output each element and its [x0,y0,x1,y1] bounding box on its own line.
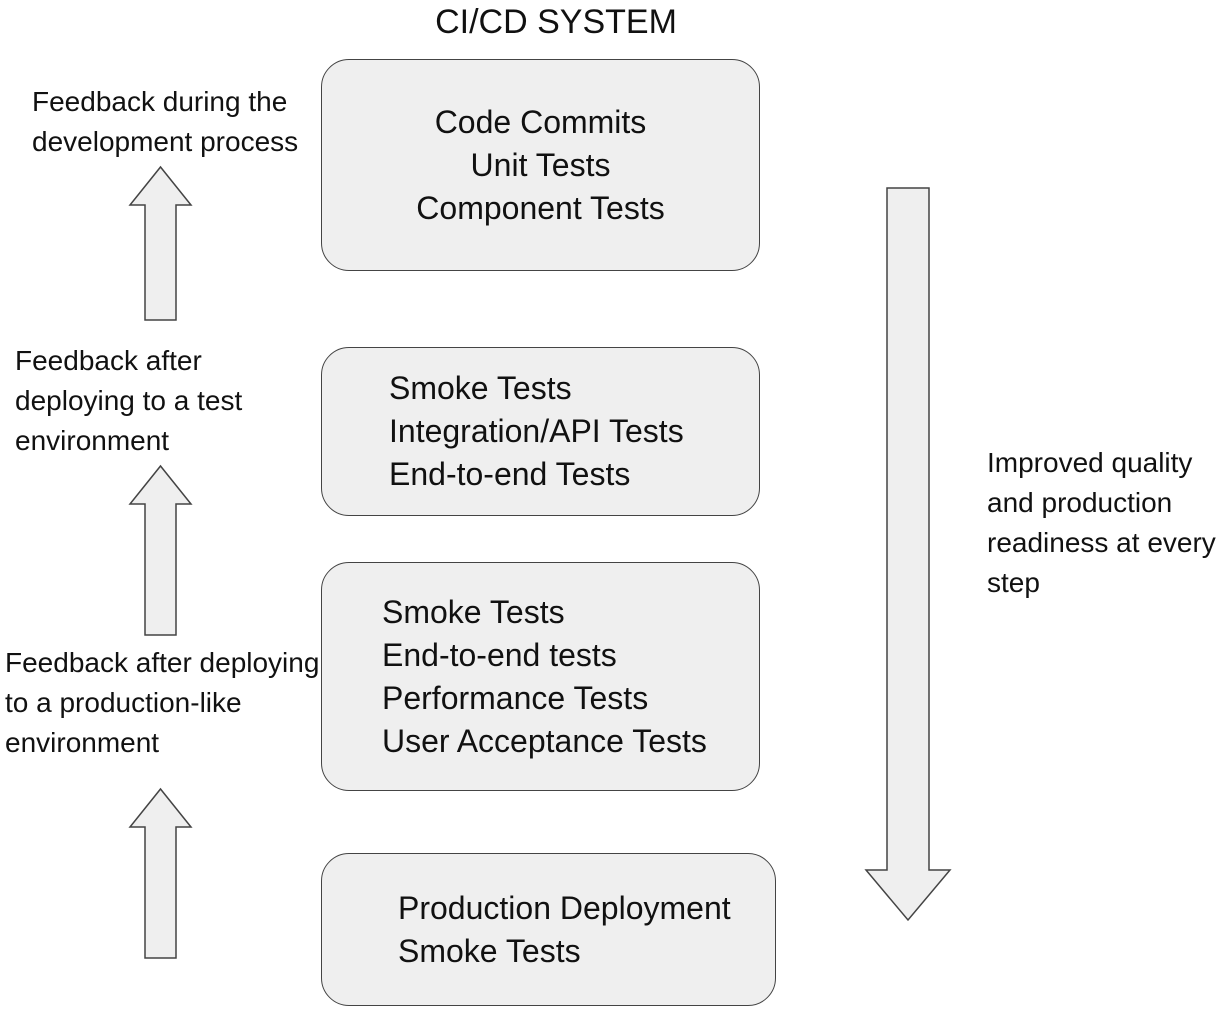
quality-note [987,443,1216,603]
feedback-line: Feedback after deploying [5,647,320,678]
stage-line: Smoke Tests [398,932,581,969]
stage-box-commit [321,59,760,271]
stage-box-production [321,853,776,1006]
up-arrow-2 [130,466,191,635]
quality-line: step [987,567,1040,598]
stage-line: Production Deployment [398,889,731,926]
feedback-label-production-like [5,643,319,763]
feedback-line: environment [5,727,160,758]
quality-line: readiness at every [987,527,1216,558]
stage-line: End-to-end tests [382,636,617,673]
up-arrow-3 [130,789,191,958]
feedback-line: deploying to a test [15,385,243,416]
up-arrow-1 [130,167,191,320]
feedback-line: Feedback after [15,345,202,376]
stage-box-test-environment [321,347,760,516]
stage-box-production-like [321,562,760,791]
feedback-line: to a production-like [5,687,242,718]
stage-line: Performance Tests [382,679,649,716]
stage-line: Smoke Tests [382,593,565,630]
feedback-label-test-environment [15,341,242,461]
feedback-label-development [32,82,298,162]
feedback-line: Feedback during the [32,86,288,117]
quality-line: Improved quality [987,447,1193,478]
stage-line: Component Tests [416,189,665,226]
stage-line: Unit Tests [470,146,611,183]
feedback-line: development process [32,126,299,157]
feedback-line: environment [15,425,170,456]
down-arrow [866,188,950,920]
stage-line: Code Commits [434,103,647,140]
stage-line: End-to-end Tests [389,456,631,492]
stage-line: User Acceptance Tests [382,722,707,759]
quality-line: and production [987,487,1173,518]
stage-line: Smoke Tests [389,370,572,406]
stage-line: Integration/API Tests [389,413,684,449]
diagram-title: CI/CD SYSTEM [435,3,677,41]
